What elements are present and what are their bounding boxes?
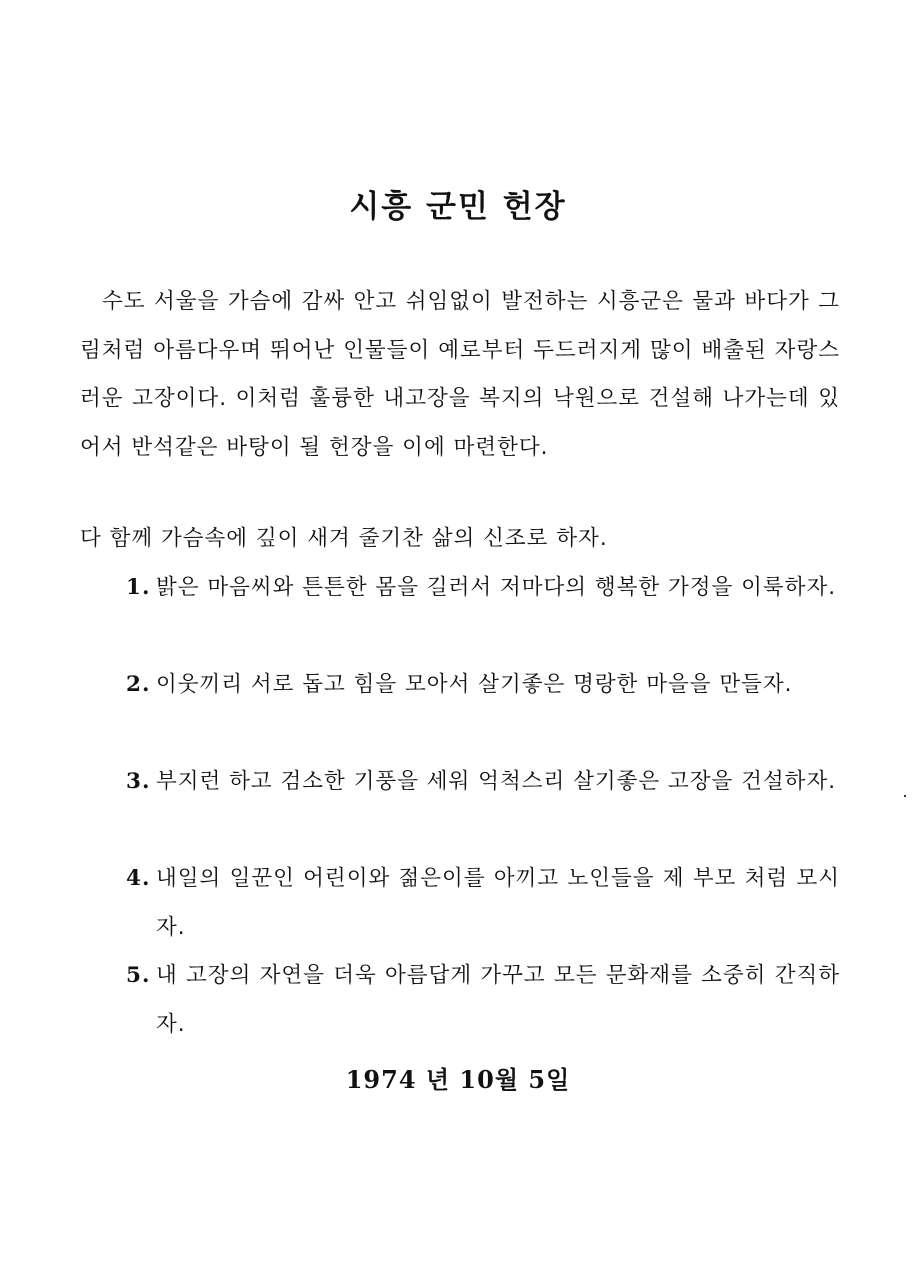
- list-item: [126, 660, 840, 757]
- page-title: 시흥 군민 헌장: [349, 189, 567, 225]
- article-number: 4.: [126, 866, 151, 891]
- article-number: 1.: [126, 575, 151, 600]
- article-number: 3.: [126, 769, 151, 794]
- list-item: [126, 757, 840, 854]
- exhortation-line: 다 함께 가슴속에 깊이 새겨 줄기찬 삶의 신조로 하자.: [80, 526, 608, 551]
- article-text: 내 고장의 자연을 더욱 아름답게 가꾸고 모든 문화재를 소중히 간직하자.: [156, 963, 840, 1037]
- article-text: 부지런 하고 검소한 기풍을 세워 억척스리 살기좋은 고장을 건설하자.: [156, 769, 837, 794]
- list-item: [126, 854, 840, 951]
- article-text: 밝은 마음씨와 튼튼한 몸을 길러서 저마다의 행복한 가정을 이룩하자.: [156, 575, 837, 600]
- article-number: 5.: [126, 963, 151, 988]
- article-text: 이웃끼리 서로 돕고 힘을 모아서 살기좋은 명랑한 마을을 만들자.: [156, 672, 793, 697]
- list-item: [126, 563, 840, 660]
- article-text: 내일의 일꾼인 어린이와 젊은이를 아끼고 노인들을 제 부모 처럼 모시자.: [156, 866, 840, 940]
- charter-articles-list: [126, 563, 840, 1048]
- preamble-paragraph: 수도 서울을 가슴에 감싸 안고 쉬임없이 발전하는 시흥군은 물과 바다가 그림처럼 아름다우며 뛰어난 인물들이 예로부터 두드러지게 많이 배출된 자랑스러운 고장이다. 이처럼 훌륭한 내고장을 복지의 낙원으로 건설해 나가는데 있어서 반석같은 바탕이 될 헌장을 이에 마련한다.: [80, 289, 840, 460]
- list-item: [126, 951, 840, 1048]
- scan-speck: [904, 795, 906, 797]
- article-number: 2.: [126, 672, 151, 697]
- enactment-date: 1974 년 10월 5일: [345, 1065, 571, 1094]
